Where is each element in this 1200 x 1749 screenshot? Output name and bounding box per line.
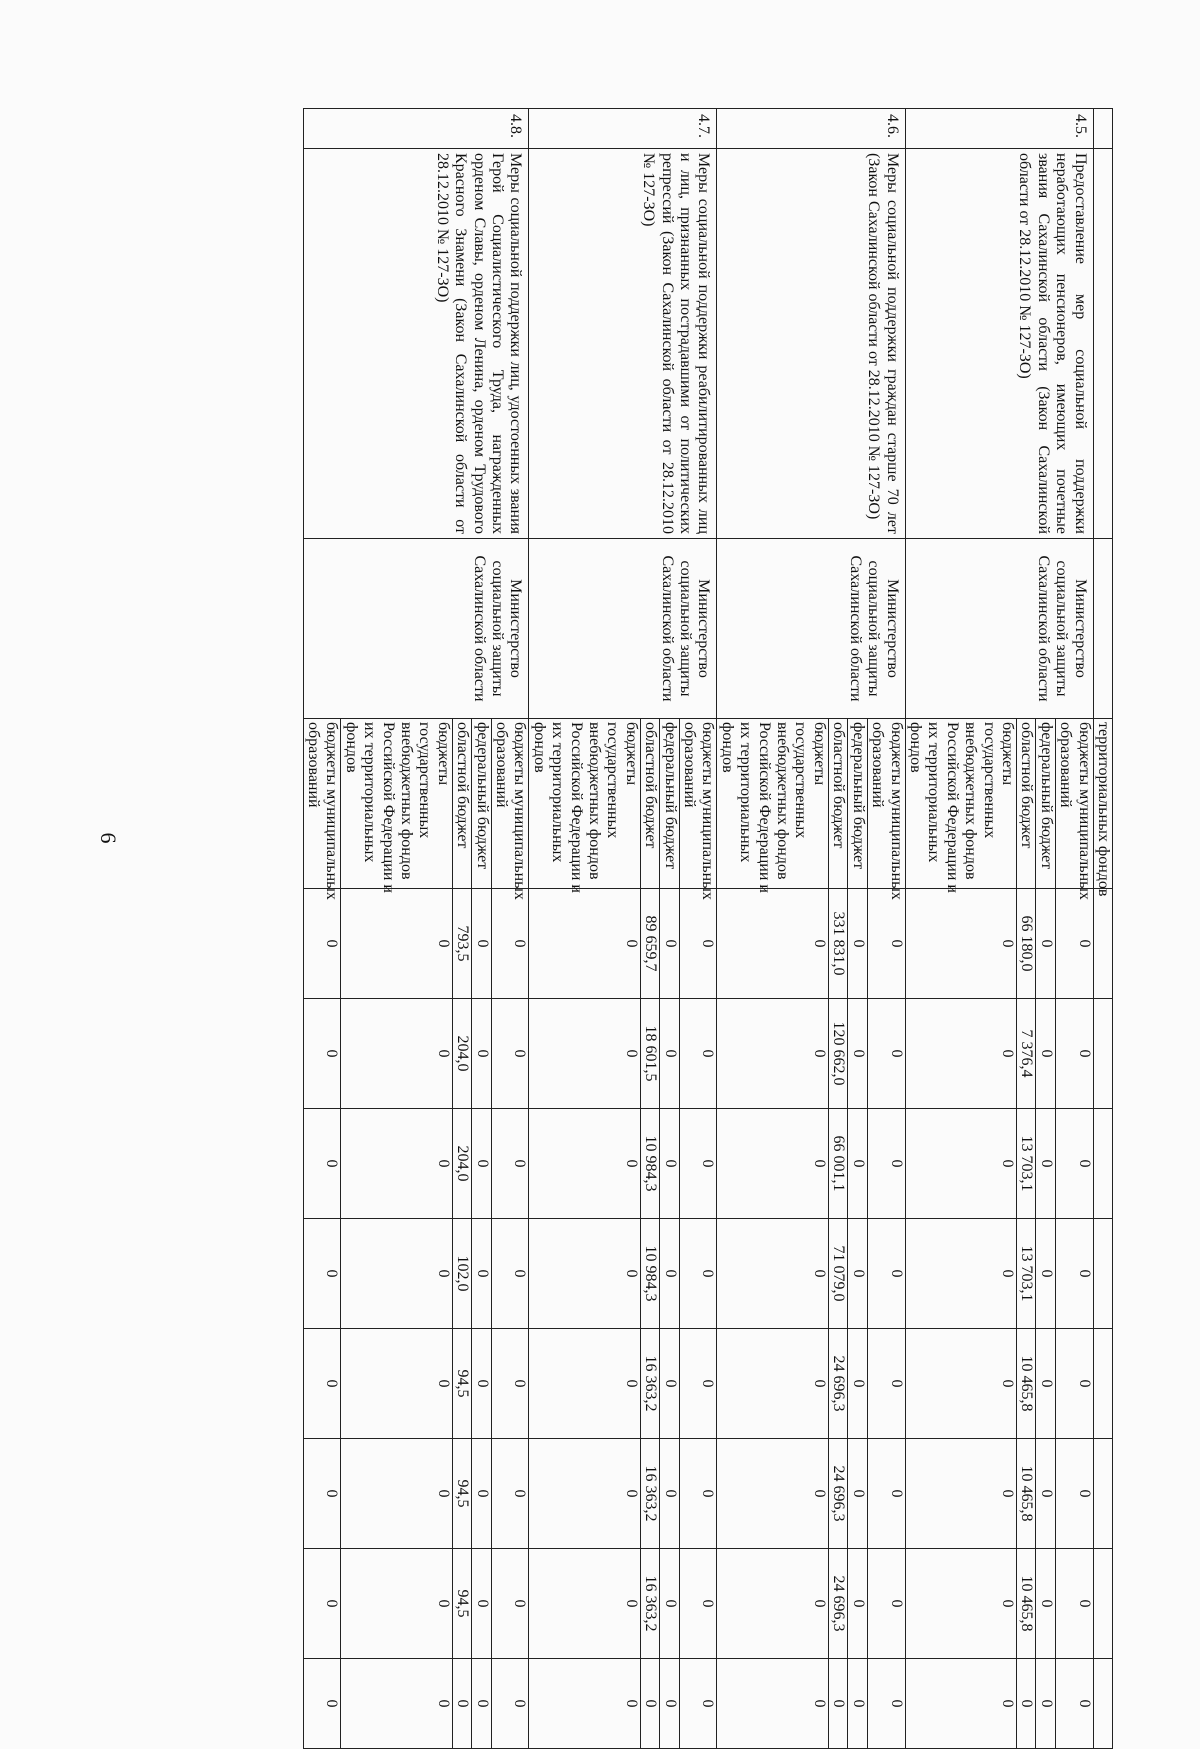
table-row — [491, 109, 529, 1749]
value-cell: 0 — [303, 889, 341, 999]
value-cell: 0 — [491, 999, 529, 1109]
value-cell: 0 — [660, 1659, 679, 1749]
value-cell: 0 — [1016, 1659, 1035, 1749]
value-cell: 0 — [1055, 1659, 1093, 1749]
value-cell: 0 — [303, 1109, 341, 1219]
value-cell: 16 363,2 — [640, 1549, 659, 1659]
value-cell: 0 — [491, 1219, 529, 1329]
value-cell: 0 — [1036, 1219, 1055, 1329]
table-body — [303, 109, 1112, 1749]
value-cell: 0 — [452, 1659, 471, 1749]
value-cell: 66 001,1 — [828, 1109, 847, 1219]
value-cell: 0 — [472, 1659, 491, 1749]
value-cell: 71 079,0 — [828, 1219, 847, 1329]
value-cell: 0 — [529, 889, 640, 999]
value-cell: 0 — [472, 1549, 491, 1659]
value-cell: 13 703,1 — [1016, 1109, 1035, 1219]
value-cell: 10 465,8 — [1016, 1549, 1035, 1659]
value-cell: 0 — [717, 889, 828, 999]
table-row — [679, 109, 717, 1749]
value-cell: 0 — [848, 1219, 867, 1329]
value-cell: 0 — [472, 999, 491, 1109]
value-cell: 94,5 — [452, 1329, 471, 1439]
value-cell: 0 — [848, 1109, 867, 1219]
funding-source: бюджеты муниципальных образований — [679, 719, 717, 889]
value-cell: 0 — [679, 1219, 717, 1329]
value-cell: 0 — [1036, 1549, 1055, 1659]
value-cell: 0 — [867, 889, 905, 999]
responsible-organization-cell — [1093, 539, 1112, 719]
value-cell: 0 — [1055, 1329, 1093, 1439]
value-cell: 0 — [472, 889, 491, 999]
value-cell: 0 — [529, 1109, 640, 1219]
value-cell: 0 — [341, 999, 452, 1109]
section-number: 4.6. — [717, 109, 905, 149]
rotated-table-container — [183, 108, 1113, 1708]
value-cell: 0 — [905, 1549, 1016, 1659]
value-cell: 0 — [341, 1219, 452, 1329]
value-cell — [1093, 1109, 1112, 1219]
funding-source: бюджеты муниципальных образований — [303, 719, 341, 889]
value-cell: 0 — [303, 1219, 341, 1329]
funding-source: бюджеты муниципальных образований — [491, 719, 529, 889]
measure-description: Предоставление мер социальной поддержки неработающих пенсионеров, имеющих почетные звания Сахалинской области (Закон Сахалинской области от 28.12.2010 № 127-ЗО) — [905, 149, 1093, 539]
value-cell: 0 — [303, 1439, 341, 1549]
value-cell: 331 831,0 — [828, 889, 847, 999]
value-cell: 0 — [472, 1439, 491, 1549]
table-row — [867, 109, 905, 1749]
value-cell: 0 — [848, 1549, 867, 1659]
value-cell: 120 662,0 — [828, 999, 847, 1109]
value-cell: 0 — [1055, 1219, 1093, 1329]
value-cell: 0 — [472, 1109, 491, 1219]
responsible-organization: Министерство социальной защиты Сахалинской области — [717, 539, 905, 719]
value-cell: 0 — [472, 1329, 491, 1439]
value-cell: 10 465,8 — [1016, 1329, 1035, 1439]
table-row — [1055, 109, 1093, 1749]
measure-description: Меры социальной поддержки лиц, удостоенных звания Герой Социалистического Труда, награжденных орденом Славы, орденом Ленина, орденом Трудового Красного Знамени (Закон Сахалинской области от 28.12.2010 № 127-ЗО) — [303, 149, 529, 539]
value-cell: 0 — [472, 1219, 491, 1329]
value-cell: 0 — [341, 1329, 452, 1439]
funding-source: областной бюджет — [828, 719, 847, 889]
value-cell: 0 — [828, 1659, 847, 1749]
value-cell: 0 — [905, 1439, 1016, 1549]
value-cell: 0 — [867, 1659, 905, 1749]
value-cell: 0 — [491, 1659, 529, 1749]
value-cell: 0 — [529, 1219, 640, 1329]
funding-source: федеральный бюджет — [1036, 719, 1055, 889]
value-cell: 0 — [717, 1549, 828, 1659]
value-cell — [1093, 1439, 1112, 1549]
value-cell: 0 — [679, 1109, 717, 1219]
value-cell: 0 — [867, 999, 905, 1109]
value-cell: 0 — [905, 1219, 1016, 1329]
value-cell: 0 — [491, 1109, 529, 1219]
value-cell: 0 — [1036, 889, 1055, 999]
value-cell: 0 — [529, 1549, 640, 1659]
value-cell — [1093, 999, 1112, 1109]
value-cell — [1093, 889, 1112, 999]
value-cell: 10 465,8 — [1016, 1439, 1035, 1549]
value-cell: 0 — [529, 1659, 640, 1749]
value-cell: 10 984,3 — [640, 1219, 659, 1329]
value-cell: 0 — [848, 889, 867, 999]
funding-source: бюджеты государственных внебюджетных фондов Российской Федерации и их территориальных фондов — [341, 719, 452, 889]
value-cell: 204,0 — [452, 1109, 471, 1219]
value-cell: 24 696,3 — [828, 1439, 847, 1549]
funding-source: областной бюджет — [640, 719, 659, 889]
responsible-organization: Министерство социальной защиты Сахалинской области — [905, 539, 1093, 719]
value-cell: 0 — [867, 1109, 905, 1219]
value-cell: 0 — [679, 889, 717, 999]
value-cell: 0 — [303, 1659, 341, 1749]
value-cell: 13 703,1 — [1016, 1219, 1035, 1329]
value-cell: 0 — [1055, 1549, 1093, 1659]
value-cell: 0 — [867, 1549, 905, 1659]
measure-description: Меры социальной поддержки граждан старше 70 лет (Закон Сахалинской области от 28.12.2010 № 127-ЗО) — [717, 149, 905, 539]
responsible-organization: Министерство социальной защиты Сахалинской области — [303, 539, 529, 719]
page-number: 6 — [96, 832, 121, 844]
section-number-cell — [1093, 109, 1112, 149]
funding-source: бюджеты муниципальных образований — [867, 719, 905, 889]
funding-source: федеральный бюджет — [848, 719, 867, 889]
value-cell: 0 — [529, 1439, 640, 1549]
value-cell: 0 — [1036, 1109, 1055, 1219]
funding-source: бюджеты государственных внебюджетных фондов Российской Федерации и их территориальных фондов — [905, 719, 1016, 889]
value-cell: 10 984,3 — [640, 1109, 659, 1219]
value-cell: 0 — [660, 1549, 679, 1659]
value-cell: 0 — [1055, 999, 1093, 1109]
value-cell: 0 — [679, 1549, 717, 1659]
value-cell: 18 601,5 — [640, 999, 659, 1109]
value-cell: 0 — [679, 999, 717, 1109]
value-cell: 0 — [303, 1549, 341, 1659]
value-cell: 89 659,7 — [640, 889, 659, 999]
section-number: 4.8. — [303, 109, 529, 149]
value-cell: 0 — [717, 999, 828, 1109]
value-cell: 0 — [660, 999, 679, 1109]
value-cell: 0 — [905, 889, 1016, 999]
value-cell: 0 — [491, 1329, 529, 1439]
value-cell: 0 — [1055, 1109, 1093, 1219]
value-cell: 0 — [679, 1439, 717, 1549]
value-cell: 0 — [848, 999, 867, 1109]
value-cell: 94,5 — [452, 1549, 471, 1659]
value-cell: 0 — [848, 1329, 867, 1439]
value-cell — [1093, 1329, 1112, 1439]
value-cell: 204,0 — [452, 999, 471, 1109]
value-cell: 0 — [717, 1659, 828, 1749]
value-cell: 0 — [660, 1439, 679, 1549]
funding-source: федеральный бюджет — [660, 719, 679, 889]
funding-source: бюджеты государственных внебюджетных фондов Российской Федерации и их территориальных фондов — [529, 719, 640, 889]
section-number: 4.7. — [529, 109, 717, 149]
funding-source: областной бюджет — [1016, 719, 1035, 889]
value-cell: 0 — [341, 1549, 452, 1659]
value-cell: 0 — [341, 1659, 452, 1749]
section-number: 4.5. — [905, 109, 1093, 149]
value-cell: 0 — [660, 1219, 679, 1329]
measure-description: Меры социальной поддержки реабилитированных лиц и лиц, признанных пострадавшими от политических репрессий (Закон Сахалинской области от 28.12.2010 № 127-ЗО) — [529, 149, 717, 539]
value-cell: 24 696,3 — [828, 1549, 847, 1659]
funding-source: бюджеты муниципальных образований — [1055, 719, 1093, 889]
value-cell: 0 — [679, 1329, 717, 1439]
value-cell: 0 — [660, 1329, 679, 1439]
value-cell: 16 363,2 — [640, 1329, 659, 1439]
funding-source-cell: территориальных фондов — [1093, 719, 1112, 889]
value-cell — [1093, 1219, 1112, 1329]
value-cell: 24 696,3 — [828, 1329, 847, 1439]
value-cell: 102,0 — [452, 1219, 471, 1329]
value-cell: 0 — [867, 1219, 905, 1329]
value-cell: 0 — [717, 1219, 828, 1329]
value-cell: 0 — [1036, 1329, 1055, 1439]
program-funding-table — [303, 108, 1113, 1749]
table-row — [1093, 109, 1112, 1749]
value-cell: 0 — [905, 999, 1016, 1109]
value-cell: 0 — [1055, 889, 1093, 999]
funding-source: бюджеты государственных внебюджетных фондов Российской Федерации и их территориальных фондов — [717, 719, 828, 889]
value-cell: 0 — [1036, 1659, 1055, 1749]
value-cell: 0 — [491, 889, 529, 999]
value-cell: 94,5 — [452, 1439, 471, 1549]
funding-source: областной бюджет — [452, 719, 471, 889]
value-cell: 0 — [867, 1329, 905, 1439]
value-cell: 0 — [905, 1659, 1016, 1749]
value-cell: 793,5 — [452, 889, 471, 999]
value-cell: 0 — [1036, 1439, 1055, 1549]
value-cell — [1093, 1549, 1112, 1659]
value-cell: 0 — [867, 1439, 905, 1549]
value-cell: 66 180,0 — [1016, 889, 1035, 999]
value-cell: 0 — [1036, 999, 1055, 1109]
value-cell: 7 376,4 — [1016, 999, 1035, 1109]
value-cell: 0 — [303, 999, 341, 1109]
value-cell: 0 — [341, 1109, 452, 1219]
value-cell: 0 — [660, 889, 679, 999]
value-cell: 0 — [717, 1109, 828, 1219]
value-cell: 0 — [679, 1659, 717, 1749]
value-cell: 0 — [491, 1439, 529, 1549]
value-cell: 0 — [848, 1659, 867, 1749]
value-cell: 0 — [529, 999, 640, 1109]
value-cell: 0 — [491, 1549, 529, 1659]
value-cell: 0 — [341, 889, 452, 999]
funding-source: федеральный бюджет — [472, 719, 491, 889]
value-cell: 0 — [660, 1109, 679, 1219]
responsible-organization: Министерство социальной защиты Сахалинской области — [529, 539, 717, 719]
value-cell: 0 — [341, 1439, 452, 1549]
value-cell: 0 — [1055, 1439, 1093, 1549]
value-cell: 0 — [905, 1109, 1016, 1219]
value-cell: 0 — [717, 1329, 828, 1439]
value-cell: 0 — [717, 1439, 828, 1549]
value-cell: 0 — [905, 1329, 1016, 1439]
value-cell: 0 — [529, 1329, 640, 1439]
value-cell: 0 — [303, 1329, 341, 1439]
value-cell: 0 — [640, 1659, 659, 1749]
value-cell: 16 363,2 — [640, 1439, 659, 1549]
measure-description-cell — [1093, 149, 1112, 539]
value-cell: 0 — [848, 1439, 867, 1549]
